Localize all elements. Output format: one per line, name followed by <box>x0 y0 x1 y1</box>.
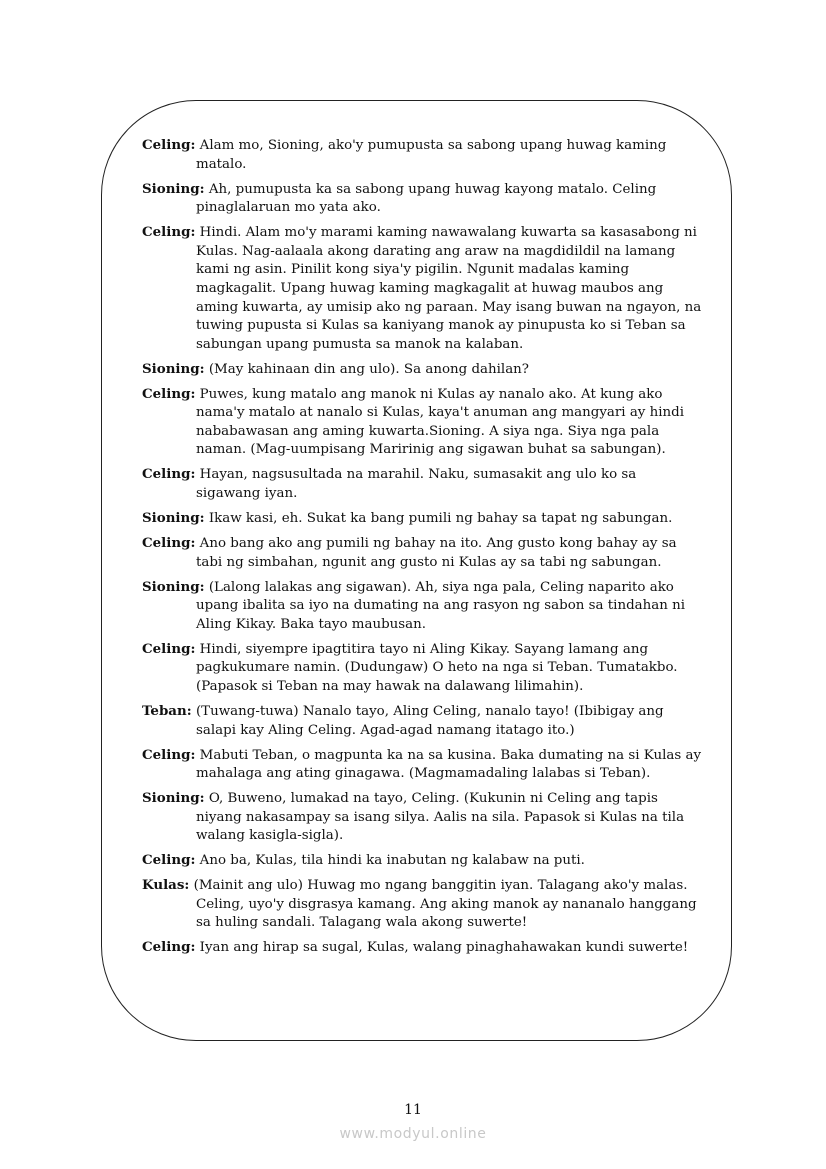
speaker-name: Sioning: <box>142 790 205 807</box>
speaker-name: Celing: <box>142 466 196 483</box>
line-text: Ano bang ako ang pumili ng bahay na ito. Ang gusto kong bahay ay sa tabi ng simbahan, ngunit ang gusto ni Kulas ay sa tabi ng sabungan. <box>196 536 677 570</box>
line-text: Puwes, kung matalo ang manok ni Kulas ay nanalo ako. At kung ako nama'y matalo at nanalo si Kulas, kaya't anuman ang mangyari ay hindi nababawasan ang aming kuwarta.Sioning. A siya nga. Siya nga pala naman. (Mag-uumpisang Maririnig ang sigawan buhat sa sabungan). <box>196 386 685 458</box>
line-text: Hindi. Alam mo'y marami kaming nawawalang kuwarta sa kasasabong ni Kulas. Nag-aalaala akong darating ang araw na magdidildil na lamang kami ng asin. Pinilit kong siya'y pigilin. Ngunit madalas kaming magkagalit. Upang huwag kaming magkagalit at huwag maubos ang aming kuwarta, ay umisip ako ng paraan. May isang buwan na ngayon, na tuwing pupusta si Kulas sa kaniyang manok ay pinupusta ko si Teban sa sabungan upang pumusta sa manok na kalaban. <box>196 225 702 352</box>
dialogue-line <box>142 509 702 529</box>
line-text: Hindi, siyempre ipagtitira tayo ni Aling Kikay. Sayang lamang ang pagkukumare namin. (Dudungaw) O heto na nga si Teban. Tumatakbo. (Papasok si Teban na may hawak na dalawang lilimahin). <box>196 641 678 694</box>
speaker-name: Celing: <box>142 137 196 153</box>
speaker-name: Sioning: <box>142 360 205 377</box>
line-text: (Mainit ang ulo) Huwag mo ngang banggitin iyan. Talagang ako'y malas. Celing, uyo'y disgrasya kamang. Ang aking manok ay nananalo hanggang sa huling sandali. Talagang wala akong suwerte! <box>193 878 697 931</box>
speaker-name: Teban: <box>142 702 192 719</box>
dialogue-line <box>142 702 702 740</box>
speaker-name: Kulas: <box>142 877 190 894</box>
speaker-name: Celing: <box>142 852 196 869</box>
line-text: Mabuti Teban, o magpunta ka na sa kusina. Baka dumating na si Kulas ay mahalaga ang ating ginagawa. (Magmamadaling lalabas si Teban). <box>196 747 702 782</box>
dialogue-line <box>142 136 702 174</box>
line-text: O, Buweno, lumakad na tayo, Celing. (Kukunin ni Celing ang tapis niyang nakasampay sa isang silya. Aalis na sila. Papasok si Kulas na tila walang kasigla-sigla). <box>196 791 685 844</box>
line-text: (Tuwang-tuwa) Nanalo tayo, Aling Celing, nanalo tayo! (Ibibigay ang salapi kay Aling Celing. Agad-agad namang itatago ito.) <box>195 703 664 738</box>
line-text: Alam mo, Sioning, ako'y pumupusta sa sabong upang huwag kaming matalo. <box>196 138 667 172</box>
line-text: (May kahinaan din ang ulo). Sa anong dahilan? <box>208 361 529 377</box>
line-text: Iyan ang hirap sa sugal, Kulas, walang pinaghahawakan kundi suwerte! <box>199 940 689 956</box>
dialogue-line <box>142 360 702 380</box>
dialogue-line <box>142 640 702 697</box>
speaker-name: Celing: <box>142 385 196 402</box>
speaker-name: Celing: <box>142 224 196 241</box>
dialogue-line <box>142 465 702 503</box>
speaker-name: Celing: <box>142 746 196 763</box>
dialogue-line <box>142 746 702 784</box>
dialogue-line <box>142 223 702 354</box>
dialogue-line <box>142 180 702 218</box>
speaker-name: Sioning: <box>142 510 205 527</box>
line-text: Hayan, nagsusultada na marahil. Naku, sumasakit ang ulo ko sa sigawang iyan. <box>196 467 637 502</box>
watermark-text: www.modyul.online <box>339 1126 487 1142</box>
page-number: 11 <box>404 1102 422 1118</box>
speaker-name: Celing: <box>142 535 196 552</box>
dialogue-line <box>142 938 702 958</box>
speaker-name: Sioning: <box>142 578 205 595</box>
line-text: Ah, pumupusta ka sa sabong upang huwag kayong matalo. Celing pinaglalaruan mo yata ako. <box>196 181 657 216</box>
dialogue-line <box>142 851 702 871</box>
speaker-name: Celing: <box>142 640 196 657</box>
speaker-name: Celing: <box>142 939 196 956</box>
dialogue-line <box>142 789 702 846</box>
dialogue-block <box>142 136 702 963</box>
dialogue-line <box>142 578 702 635</box>
dialogue-line <box>142 385 702 460</box>
speaker-name: Sioning: <box>142 180 205 197</box>
line-text: (Lalong lalakas ang sigawan). Ah, siya nga pala, Celing naparito ako upang ibalita sa iyo na dumating na ang rasyon ng sabon sa tindahan ni Aling Kikay. Baka tayo maubusan. <box>196 579 686 632</box>
line-text: Ano ba, Kulas, tila hindi ka inabutan ng kalabaw na puti. <box>199 853 585 869</box>
dialogue-line <box>142 534 702 572</box>
dialogue-line <box>142 876 702 933</box>
line-text: Ikaw kasi, eh. Sukat ka bang pumili ng bahay sa tapat ng sabungan. <box>208 511 673 527</box>
